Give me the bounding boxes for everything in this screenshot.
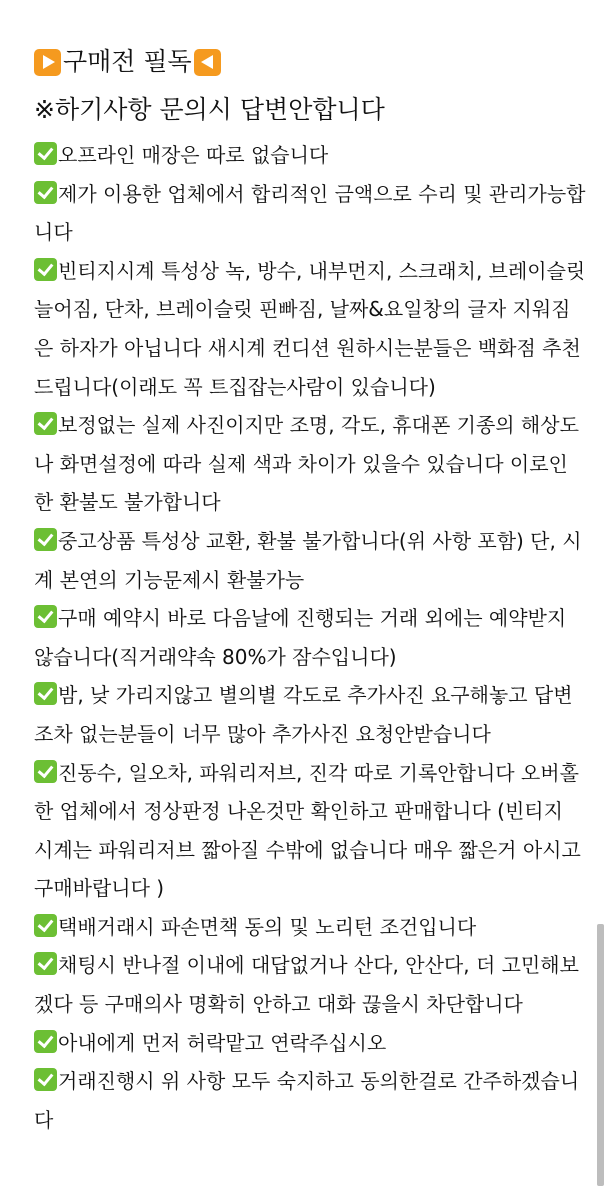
rule-item xyxy=(34,908,586,947)
rule-text: 밤, 낮 가리지않고 별의별 각도로 추가사진 요구해놓고 답변조차 없는분들이 너무 많아 추가사진 요청안받습니다 xyxy=(34,683,573,746)
rule-text: 보정없는 실제 사진이지만 조명, 각도, 휴대폰 기종의 해상도나 화면설정에 따라 실제 색과 차이가 있을수 있습니다 이로인한 환불도 불가합니다 xyxy=(34,413,579,515)
check-mark-icon xyxy=(34,412,57,435)
rule-item xyxy=(34,1024,586,1063)
check-mark-icon xyxy=(34,181,57,204)
rule-text: 구매 예약시 바로 다음날에 진행되는 거래 외에는 예약받지 않습니다(직거래약속 80%가 잠수입니다) xyxy=(34,606,567,669)
check-mark-icon xyxy=(34,952,57,975)
check-mark-icon xyxy=(34,760,57,783)
check-mark-icon xyxy=(34,914,57,937)
rule-text: 거래진행시 위 사항 모두 숙지하고 동의한걸로 간주하겠습니다 xyxy=(34,1069,580,1132)
rule-item xyxy=(34,406,586,522)
rule-item xyxy=(34,599,586,676)
rules-list xyxy=(34,136,586,1139)
rule-text: 채팅시 반나절 이내에 대답없거나 산다, 안산다, 더 고민해보겠다 등 구매의사 명확히 안하고 대화 끊을시 차단합니다 xyxy=(34,953,579,1017)
check-mark-icon xyxy=(34,142,57,165)
check-mark-icon xyxy=(34,1030,57,1053)
rule-text: 택배거래시 파손면책 동의 및 노리턴 조건입니다 xyxy=(58,914,477,939)
check-mark-icon xyxy=(34,1068,57,1091)
check-mark-icon xyxy=(34,682,57,705)
rule-item xyxy=(34,252,586,406)
play-button-icon xyxy=(34,49,61,76)
rule-text: 오프라인 매장은 따로 없습니다 xyxy=(58,143,329,167)
post-title-text: 구매전 필독 xyxy=(63,47,192,76)
rule-item xyxy=(34,676,586,753)
check-mark-icon xyxy=(34,258,57,281)
reverse-button-icon xyxy=(194,49,221,76)
vertical-scrollbar[interactable] xyxy=(597,924,604,1186)
rule-text: 아내에게 먼저 허락맡고 연락주십시오 xyxy=(58,1030,387,1055)
rule-text: 제가 이용한 업체에서 합리적인 금액으로 수리 및 관리가능합니다 xyxy=(34,181,586,245)
rule-item xyxy=(34,136,586,175)
post-body xyxy=(34,40,586,1139)
notice-text: ※하기사항 문의시 답변안합니다 xyxy=(34,95,385,124)
rule-text: 중고상품 특성상 교환, 환불 불가합니다(위 사항 포함) 단, 시계 본연의 기능문제시 환불가능 xyxy=(34,528,582,592)
rule-item xyxy=(34,175,586,252)
post-title xyxy=(34,40,586,84)
rule-item xyxy=(34,754,586,908)
rule-item xyxy=(34,522,586,599)
rule-item xyxy=(34,946,586,1023)
rule-text: 빈티지시계 특성상 녹, 방수, 내부먼지, 스크래치, 브레이슬릿 늘어짐, 단차, 브레이슬릿 핀빠짐, 날짜&요일창의 글자 지워짐은 하자가 아닙니다 새시계 컨디션 원하시는분들은 백화점 추천드립니다(이래도 꼭 트집잡는사람이 있습니다) xyxy=(34,258,586,399)
check-mark-icon xyxy=(34,528,57,551)
check-mark-icon xyxy=(34,605,57,628)
rule-item xyxy=(34,1062,586,1139)
rule-text: 진동수, 일오차, 파워리저브, 진각 따로 기록안합니다 오버홀한 업체에서 정상판정 나온것만 확인하고 판매합니다 (빈티지 시계는 파워리저브 짧아질 수밖에 없습니다 매우 짧은거 아시고 구매바랍니다 ) xyxy=(34,760,581,901)
